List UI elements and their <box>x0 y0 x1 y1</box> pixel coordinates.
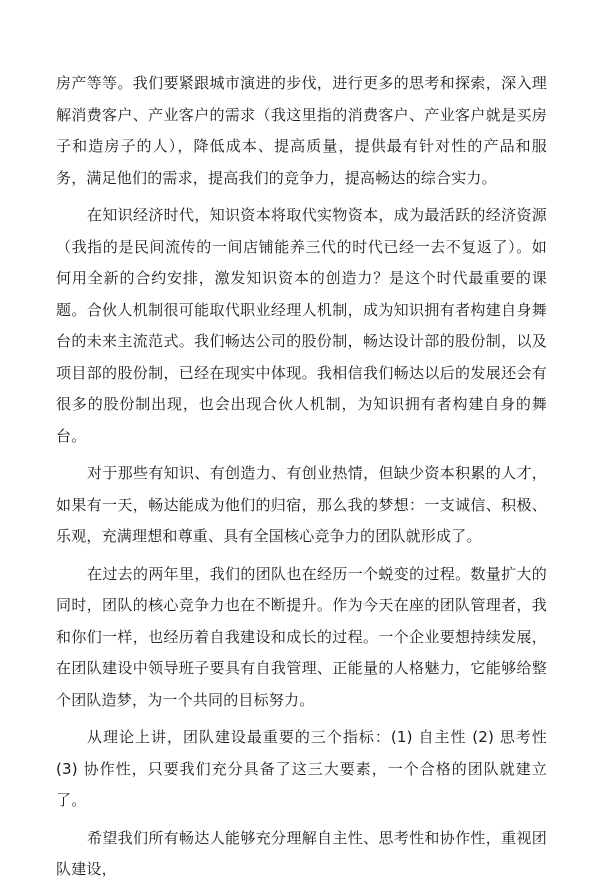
paragraph-6: 希望我们所有畅达人能够充分理解自主性、思考性和协作性，重视团队建设， <box>56 828 547 878</box>
paragraph-4: 在过去的两年里，我们的团队也在经历一个蜕变的过程。数量扩大的同时，团队的核心竞争力也在不断提升。作为今天在座的团队管理者，我和你们一样，也经历着自我建设和成长的过程。一个企业要想持续发展，在团队建设中领导班子要具有自我管理、正能量的人格魅力，它能够给整个团队造梦，为一个共同的目标努力。 <box>56 564 547 709</box>
paragraph-2: 在知识经济时代，知识资本将取代实物资本，成为最活跃的经济资源（我指的是民间流传的一间店铺能养三代的时代已经一去不复返了）。如何用全新的合约安排，激发知识资本的创造力？是这个时代最重要的课题。合伙人机制很可能取代职业经理人机制，成为知识拥有者构建自身舞台的未来主流范式。我们畅达公司的股份制，畅达设计部的股份制，以及项目部的股份制，已经在现实中体现。我相信我们畅达以后的发展还会有很多的股份制出现，也会出现合伙人机制，为知识拥有者构建自身的舞台。 <box>56 206 547 445</box>
body-text <box>56 68 547 892</box>
paragraph-5: 从理论上讲，团队建设最重要的三个指标：(1) 自主性 (2) 思考性 (3) 协作性，只要我们充分具备了这三大要素，一个合格的团队就建立了。 <box>56 728 547 809</box>
paragraph-3: 对于那些有知识、有创造力、有创业热情，但缺少资本积累的人才，如果有一天，畅达能成为他们的归宿，那么我的梦想：一支诚信、积极、乐观，充满理想和尊重、具有全国核心竞争力的团队就形成了。 <box>56 464 547 545</box>
paragraph-1: 房产等等。我们要紧跟城市演进的步伐，进行更多的思考和探索，深入理解消费客户、产业客户的需求（我这里指的消费客户、产业客户就是买房子和造房子的人），降低成本、提高质量，提供最有针对性的产品和服务，满足他们的需求，提高我们的竞争力，提高畅达的综合实力。 <box>56 74 547 187</box>
